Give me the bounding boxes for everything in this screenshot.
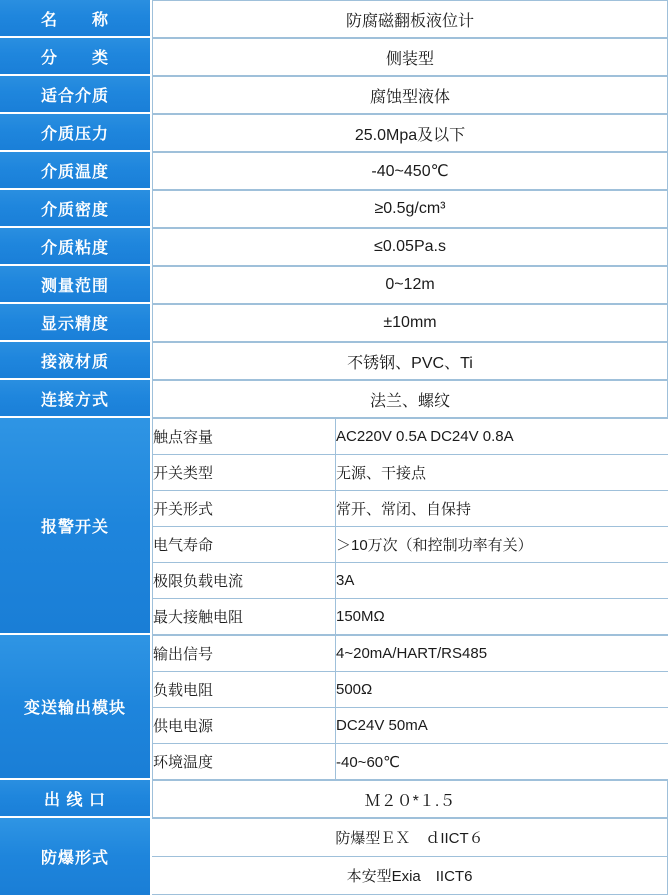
table-row (0, 0, 668, 38)
sub-row-value: 3A (336, 563, 668, 599)
explosion-proof-group (0, 818, 668, 895)
sub-row-value: 防爆型ＥＸ ｄIICT６ (152, 819, 668, 857)
alarm-switch-subtable (152, 418, 668, 635)
sub-row (153, 455, 668, 491)
table-row (0, 780, 668, 818)
table-row (0, 38, 668, 76)
row-value: 腐蚀型液体 (152, 76, 668, 114)
group-label-transmitter-module: 变送输出模块 (0, 635, 152, 780)
group-label-explosion-proof: 防爆形式 (0, 818, 152, 895)
table-row (0, 380, 668, 418)
sub-row-label: 触点容量 (153, 419, 336, 455)
sub-row (153, 744, 668, 780)
sub-row (153, 599, 668, 635)
sub-row (153, 563, 668, 599)
row-label: 测量范围 (0, 266, 152, 304)
transmitter-module-group (0, 635, 668, 780)
row-value: ±10mm (152, 304, 668, 342)
sub-row-value: AC220V 0.5A DC24V 0.8A (336, 419, 668, 455)
sub-row (153, 527, 668, 563)
row-label: 接液材质 (0, 342, 152, 380)
sub-row-label: 电气寿命 (153, 527, 336, 563)
alarm-switch-group (0, 418, 668, 635)
row-label: 介质粘度 (0, 228, 152, 266)
sub-row-value: 无源、干接点 (336, 455, 668, 491)
row-value: ≥0.5g/cm³ (152, 190, 668, 228)
sub-row (153, 672, 668, 708)
sub-row (153, 708, 668, 744)
row-label: 介质压力 (0, 114, 152, 152)
table-row (0, 114, 668, 152)
transmitter-module-subtable (152, 635, 668, 780)
sub-row-value: 500Ω (336, 672, 668, 708)
row-value: 防腐磁翻板液位计 (152, 0, 668, 38)
sub-row-value: 本安型Exia IICT6 (152, 857, 668, 895)
row-label: 分 类 (0, 38, 152, 76)
sub-row-label: 环境温度 (153, 744, 336, 780)
sub-row (152, 857, 668, 895)
row-value: 侧装型 (152, 38, 668, 76)
sub-row (153, 419, 668, 455)
row-value: -40~450℃ (152, 152, 668, 190)
row-value: 25.0Mpa及以下 (152, 114, 668, 152)
table-row (0, 266, 668, 304)
row-label: 适合介质 (0, 76, 152, 114)
sub-row-value: ＞10万次（和控制功率有关） (336, 527, 668, 563)
table-row (0, 190, 668, 228)
sub-row-value: 常开、常闭、自保持 (336, 491, 668, 527)
sub-row-label: 输出信号 (153, 636, 336, 672)
sub-row-label: 供电电源 (153, 708, 336, 744)
row-value: 0~12m (152, 266, 668, 304)
sub-row-value: 150MΩ (336, 599, 668, 635)
sub-row (153, 491, 668, 527)
sub-row-value: -40~60℃ (336, 744, 668, 780)
transmitter-module-subtable-cell (152, 635, 668, 780)
row-label: 介质密度 (0, 190, 152, 228)
sub-row-value: 4~20mA/HART/RS485 (336, 636, 668, 672)
table-row (0, 76, 668, 114)
sub-row-label: 最大接触电阻 (153, 599, 336, 635)
row-label: 名 称 (0, 0, 152, 38)
table-row (0, 152, 668, 190)
row-value: 不锈钢、PVC、Ti (152, 342, 668, 380)
row-label: 显示精度 (0, 304, 152, 342)
sub-row-value: DC24V 50mA (336, 708, 668, 744)
row-label: 介质温度 (0, 152, 152, 190)
explosion-proof-subtable (152, 818, 668, 895)
sub-row-label: 开关类型 (153, 455, 336, 491)
row-label-outlet: 出 线 口 (0, 780, 152, 818)
row-value-outlet: Ｍ２０*１.５ (152, 780, 668, 818)
group-label-alarm-switch: 报警开关 (0, 418, 152, 635)
sub-row (152, 819, 668, 857)
row-value: ≤0.05Pa.s (152, 228, 668, 266)
table-row (0, 228, 668, 266)
row-value: 法兰、螺纹 (152, 380, 668, 418)
table-row (0, 304, 668, 342)
sub-row-label: 开关形式 (153, 491, 336, 527)
sub-row (153, 636, 668, 672)
sub-row-label: 负载电阻 (153, 672, 336, 708)
explosion-proof-subtable-cell (152, 818, 668, 895)
alarm-switch-subtable-cell (152, 418, 668, 635)
sub-row-label: 极限负载电流 (153, 563, 336, 599)
table-row (0, 342, 668, 380)
row-label: 连接方式 (0, 380, 152, 418)
